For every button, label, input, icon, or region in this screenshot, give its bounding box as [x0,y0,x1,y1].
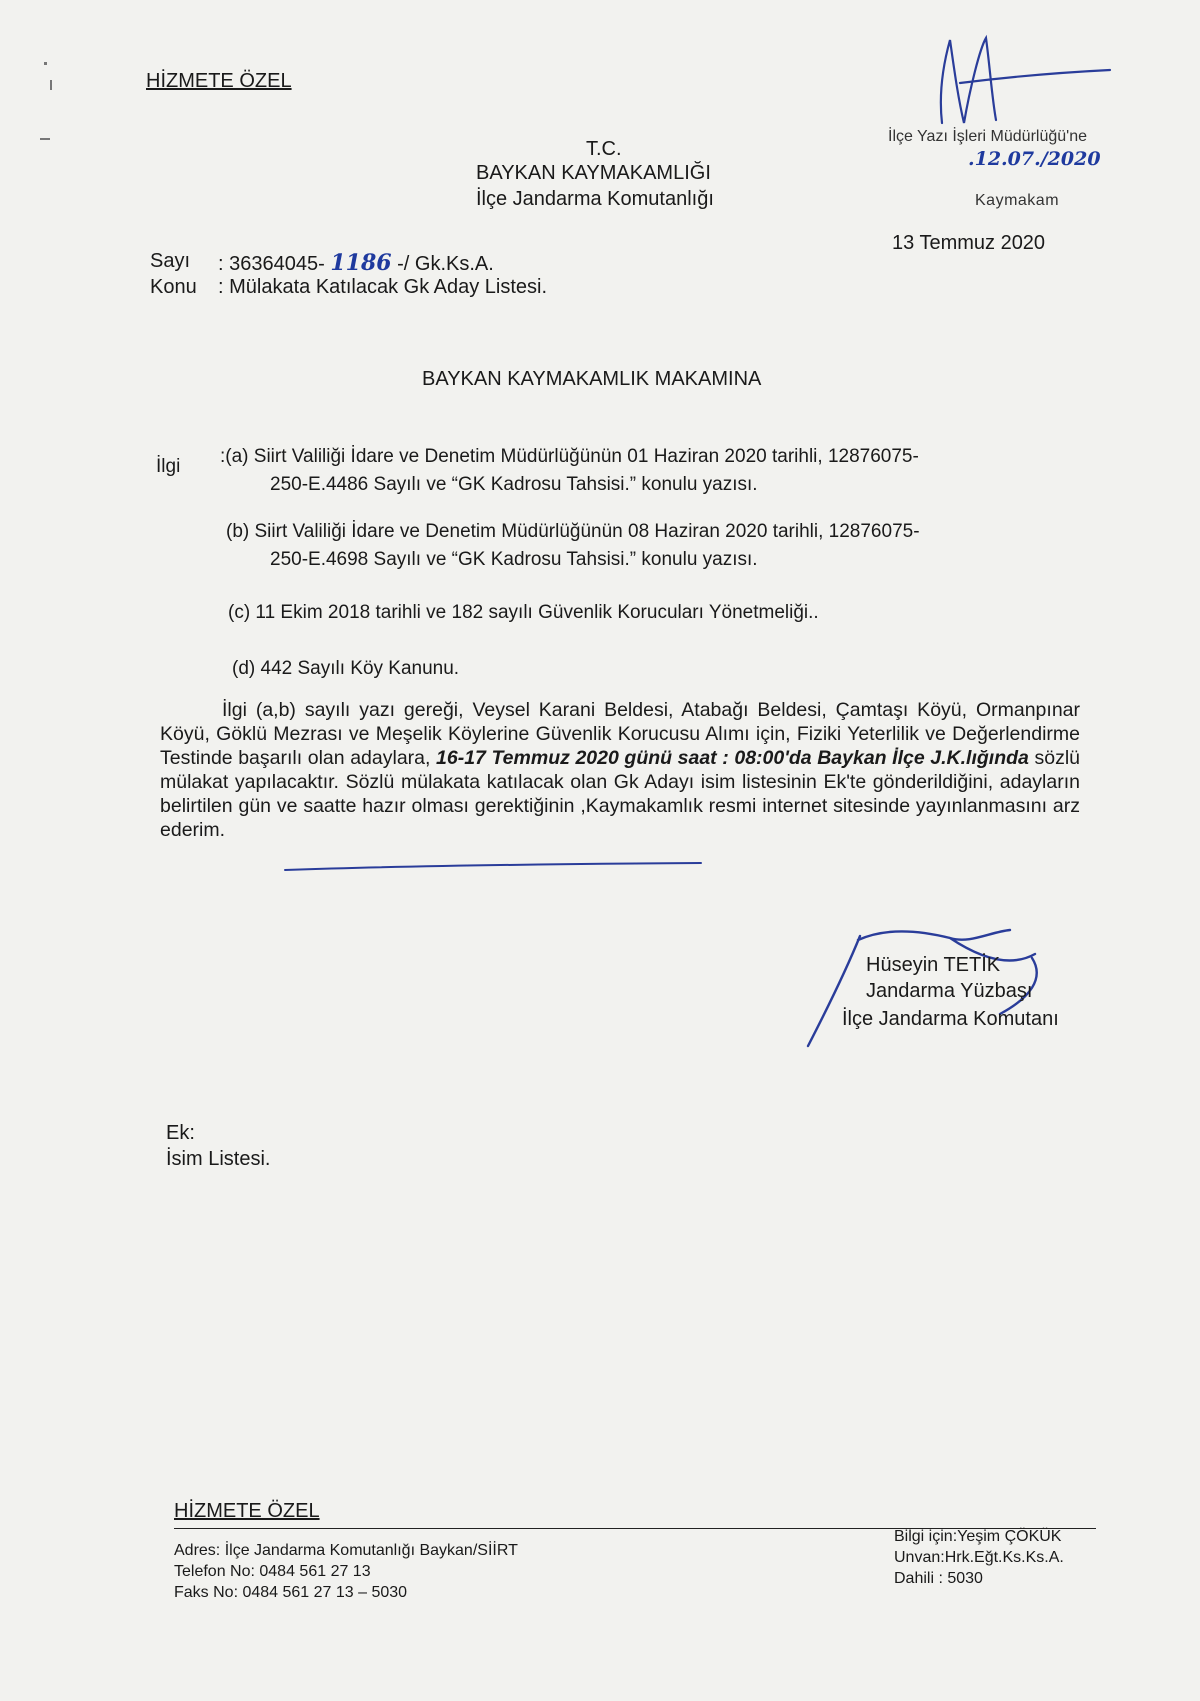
document-date: 13 Temmuz 2020 [892,232,1046,254]
konu-label: Konu [150,276,197,298]
ilgi-item-b-line1: (b) Siirt Valiliği İdare ve Denetim Müdürlüğünün 08 Haziran 2020 tarihli, 12876075- [226,521,920,542]
signatory-name: Hüseyin TETİK [866,954,1001,976]
heading-institution: BAYKAN KAYMAKAMLIĞI [476,162,711,184]
body-paragraph [160,698,1080,842]
scan-mark [50,80,52,90]
signatory-title: İlçe Jandarma Komutanı [842,1008,1059,1030]
footer-fax: Faks No: 0484 561 27 13 – 5030 [174,1584,408,1601]
sayi-suffix: -/ Gk.Ks.A. [397,253,494,275]
ilgi-item-c: (c) 11 Ekim 2018 tarihli ve 182 sayılı Güvenlik Korucuları Yönetmeliği.. [228,602,819,623]
attachment-label: Ek: [166,1122,195,1144]
ilgi-item-a-line1: :(a) Siirt Valiliği İdare ve Denetim Müdürlüğünün 01 Haziran 2020 tarihli, 12876075- [220,446,919,467]
konu-value: : Mülakata Katılacak Gk Aday Listesi. [218,276,548,298]
footer-address: Adres: İlçe Jandarma Komutanlığı Baykan/SİİRT [174,1542,518,1559]
ilgi-item-a-line2: 250-E.4486 Sayılı ve “GK Kadrosu Tahsisi.” konulu yazısı. [270,474,758,495]
footer-ext: Dahili : 5030 [894,1570,983,1587]
kaymakam-signature-scribble [920,28,1120,138]
stamp-role: Kaymakam [975,192,1060,209]
scan-mark [44,62,47,65]
scan-mark [40,138,50,140]
sayi-label: Sayı [150,250,191,272]
classification-footer: HİZMETE ÖZEL [174,1500,320,1522]
stamp-date: .12.07./2020 [968,148,1101,170]
ilgi-item-d: (d) 442 Sayılı Köy Kanunu. [232,658,460,679]
signatory-rank: Jandarma Yüzbaşı [866,980,1033,1002]
addressee: BAYKAN KAYMAKAMLIK MAKAMINA [422,368,762,390]
classification-header: HİZMETE ÖZEL [146,70,292,92]
hand-underline [283,860,703,874]
heading-unit: İlçe Jandarma Komutanlığı [476,188,714,210]
sayi-value [218,250,494,276]
heading-tc: T.C. [586,138,622,160]
body-part1: İlgi (a,b) sayılı yazı gereği, Veysel Karani Beldesi, Atabağı Beldesi, Çamtaşı Köyü, Ormanpınar Köyü, Göklü Mezrası ve Meşelik Köylerine Güvenlik Korucusu Alımı için, Fiziki Yeterlilik ve Değerlendirme Testinde başarılı olan adaylara, [160,699,1080,769]
sayi-prefix: : 36364045- [218,253,325,275]
footer-phone: Telefon No: 0484 561 27 13 [174,1563,371,1580]
stamp-recipient: İlçe Yazı İşleri Müdürlüğü'ne [888,128,1088,145]
body-part2: sözlü mülakat yapılacaktır. Sözlü mülakata katılacak olan Gk Adayı isim listesinin Ek'te gönderildiğini, adayların belirtilen gün ve saatte hazır olması gerektiğinin ,Kaymakamlık resmi internet sitesinde yayınlanmasını arz ederim. [160,747,1080,841]
footer-info: Bilgi için:Yeşim ÇÖKÜK [894,1528,1062,1545]
sayi-hand-number: 1186 [330,250,392,276]
ilgi-item-b-line2: 250-E.4698 Sayılı ve “GK Kadrosu Tahsisi.” konulu yazısı. [270,549,758,570]
footer-title: Unvan:Hrk.Eğt.Ks.Ks.A. [894,1549,1064,1566]
ilgi-label: İlgi [156,456,181,477]
body-bold: 16-17 Temmuz 2020 günü saat : 08:00'da Baykan İlçe J.K.lığında [436,747,1029,769]
attachment-item: İsim Listesi. [166,1148,271,1170]
